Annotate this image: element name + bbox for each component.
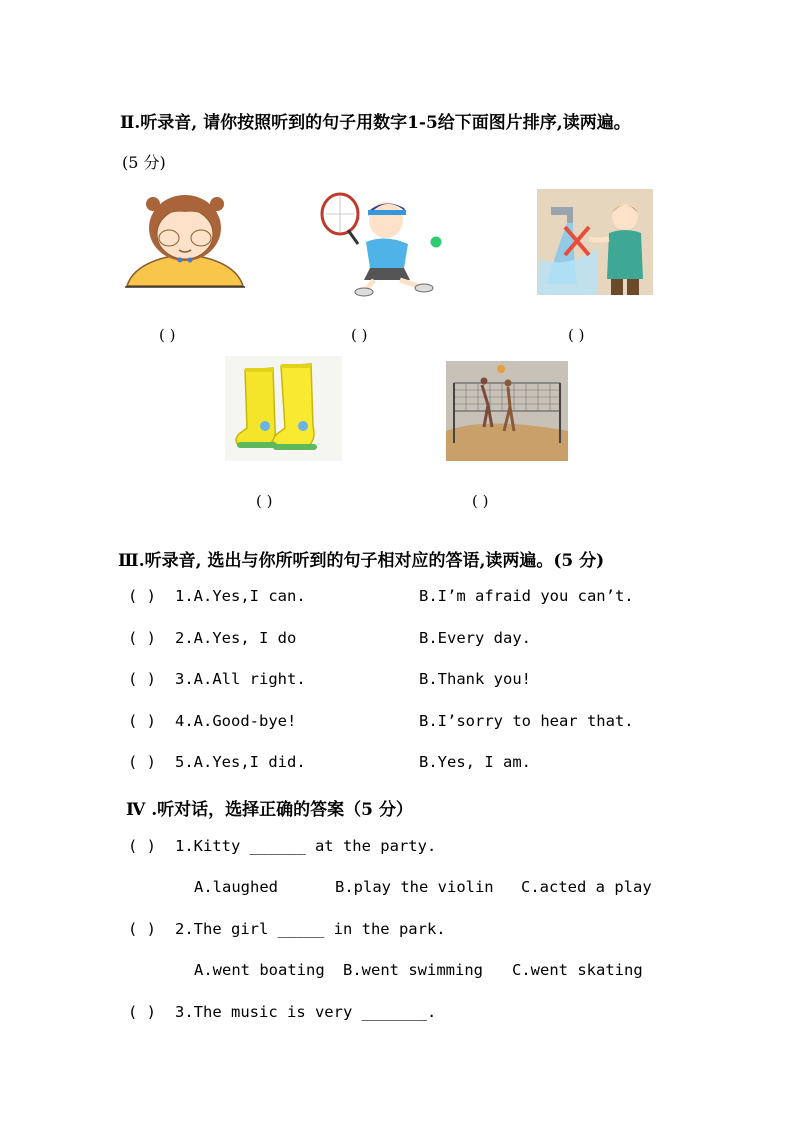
picture-3-blank[interactable]: ( )	[568, 326, 585, 344]
yellow-rain-boots-picture	[225, 356, 342, 461]
q4-2-option-b: B.went swimming	[343, 961, 483, 979]
q3-5-bracket[interactable]: ( )	[128, 753, 156, 771]
q3-4-option-a: 4.A.Good-bye!	[175, 712, 297, 730]
q3-5-option-b: B.Yes, I am.	[419, 753, 531, 771]
q3-2-option-a: 2.A.Yes, I do	[175, 629, 297, 647]
q3-4-option-b: B.I’sorry to hear that.	[419, 712, 634, 730]
boy-playing-tennis-picture	[318, 192, 450, 297]
picture-5-blank[interactable]: ( )	[472, 492, 489, 510]
section-4-title: Ⅳ .听对话，选择正确的答案（5 分）	[126, 800, 413, 820]
q3-3-option-b: B.Thank you!	[419, 670, 531, 688]
q3-1-option-a: 1.A.Yes,I can.	[175, 587, 306, 605]
q4-1-option-a: A.laughed	[194, 878, 278, 896]
q3-1-option-b: B.I’m afraid you can’t.	[419, 587, 634, 605]
q3-3-option-a: 3.A.All right.	[175, 670, 306, 688]
section-2-score: (5 分)	[122, 153, 166, 172]
picture-1-blank[interactable]: ( )	[159, 326, 176, 344]
section-2-title: Ⅱ.听录音, 请你按照听到的句子用数字1-5给下面图片排序,读两遍。	[120, 113, 631, 133]
q3-3-bracket[interactable]: ( )	[128, 670, 156, 688]
q3-2-option-b: B.Every day.	[419, 629, 531, 647]
q4-2-option-a: A.went boating	[194, 961, 325, 979]
beach-volleyball-picture	[446, 361, 568, 461]
q3-1-bracket[interactable]: ( )	[128, 587, 156, 605]
section-3-title: Ⅲ.听录音, 选出与你所听到的句子相对应的答语,读两遍。(5 分)	[118, 551, 605, 571]
q3-4-bracket[interactable]: ( )	[128, 712, 156, 730]
q3-5-option-a: 5.A.Yes,I did.	[175, 753, 306, 771]
q3-2-bracket[interactable]: ( )	[128, 629, 156, 647]
q4-1-stem: 1.Kitty ______ at the party.	[175, 837, 437, 855]
girl-rubbing-eyes-picture	[125, 190, 245, 290]
q4-3-stem: 3.The music is very _______.	[175, 1003, 437, 1021]
q4-3-bracket[interactable]: ( )	[128, 1003, 156, 1021]
q4-2-option-c: C.went skating	[512, 961, 643, 979]
q4-2-bracket[interactable]: ( )	[128, 920, 156, 938]
picture-4-blank[interactable]: ( )	[256, 492, 273, 510]
q4-1-bracket[interactable]: ( )	[128, 837, 156, 855]
q4-1-option-c: C.acted a play	[521, 878, 652, 896]
no-wasting-water-picture	[537, 189, 653, 295]
q4-1-option-b: B.play the violin	[335, 878, 494, 896]
picture-2-blank[interactable]: ( )	[351, 326, 368, 344]
q4-2-stem: 2.The girl _____ in the park.	[175, 920, 446, 938]
